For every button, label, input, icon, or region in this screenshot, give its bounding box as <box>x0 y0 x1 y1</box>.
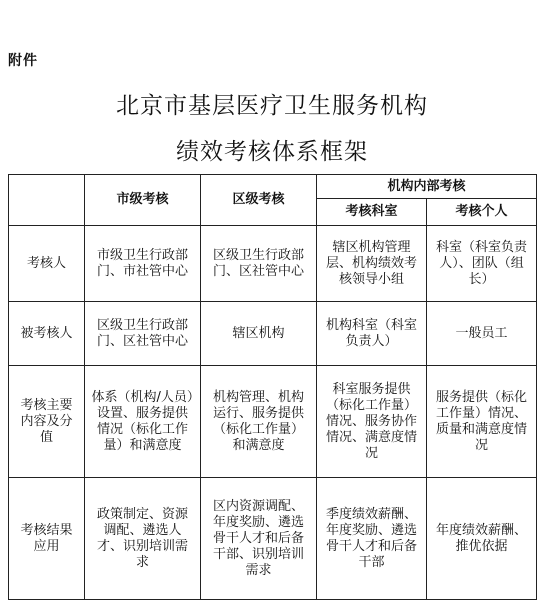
row-label-application: 考核结果应用 <box>9 478 85 600</box>
cell-application-district: 区内资源调配、年度奖励、遴选骨干人才和后备干部、识别培训需求 <box>201 478 317 600</box>
row-label-assessor: 考核人 <box>9 226 85 302</box>
table-row <box>9 226 537 302</box>
header-internal-assessment: 机构内部考核 <box>317 175 537 199</box>
row-label-assessee: 被考核人 <box>9 302 85 366</box>
header-individual-assessment: 考核个人 <box>427 199 537 226</box>
cell-content-city: 体系（机构/人员）设置、服务提供情况（标化工作量）和满意度 <box>85 366 201 478</box>
document-title-line-1: 北京市基层医疗卫生服务机构 <box>116 93 428 119</box>
document-title-line-2: 绩效考核体系框架 <box>176 139 368 165</box>
cell-assessor-city: 市级卫生行政部门、市社管中心 <box>85 226 201 302</box>
cell-application-city: 政策制定、资源调配、遴选人才、识别培训需求 <box>85 478 201 600</box>
cell-application-individual: 年度绩效薪酬、推优依据 <box>427 478 537 600</box>
attachment-label: 附件 <box>8 53 38 69</box>
cell-assessor-district: 区级卫生行政部门、区社管中心 <box>201 226 317 302</box>
cell-assessor-individual: 科室（科室负责人）、团队（组长） <box>427 226 537 302</box>
header-department-assessment: 考核科室 <box>317 199 427 226</box>
cell-content-dept: 科室服务提供（标化工作量）情况、服务协作情况、满意度情况 <box>317 366 427 478</box>
cell-content-individual: 服务提供（标化工作量）情况、质量和满意度情况 <box>427 366 537 478</box>
cell-application-dept: 季度绩效薪酬、年度奖励、遴选骨干人才和后备干部 <box>317 478 427 600</box>
table-row <box>9 478 537 600</box>
table-row <box>9 366 537 478</box>
row-label-content: 考核主要内容及分值 <box>9 366 85 478</box>
header-district-assessment: 区级考核 <box>201 175 317 226</box>
table-corner-cell <box>9 175 85 226</box>
cell-assessee-district: 辖区机构 <box>201 302 317 366</box>
performance-framework-table <box>8 174 537 600</box>
cell-assessee-individual: 一般员工 <box>427 302 537 366</box>
cell-assessor-dept: 辖区机构管理层、机构绩效考核领导小组 <box>317 226 427 302</box>
table-row <box>9 302 537 366</box>
header-city-assessment: 市级考核 <box>85 175 201 226</box>
cell-assessee-dept: 机构科室（科室负责人） <box>317 302 427 366</box>
cell-content-district: 机构管理、机构运行、服务提供（标化工作量）和满意度 <box>201 366 317 478</box>
cell-assessee-city: 区级卫生行政部门、区社管中心 <box>85 302 201 366</box>
